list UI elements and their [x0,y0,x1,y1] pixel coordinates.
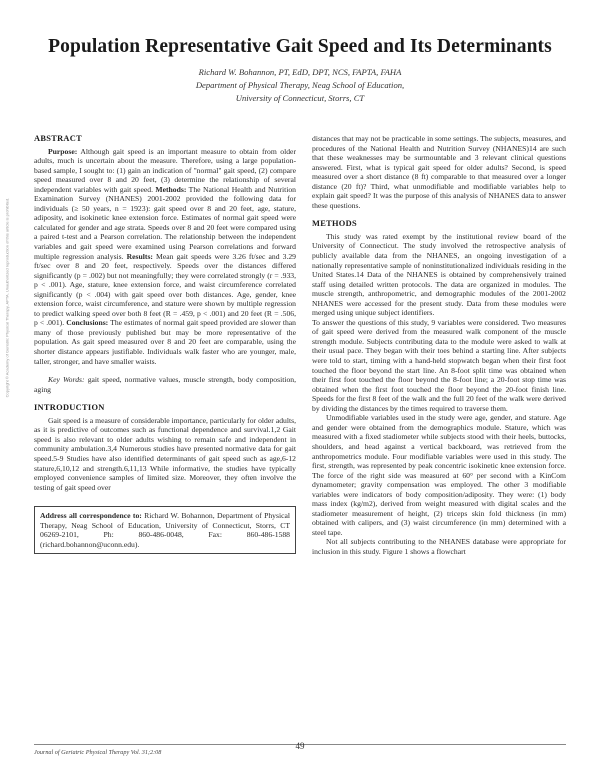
correspondence-box [34,506,296,554]
author-name: Richard W. Bohannon, PT, EdD, DPT, NCS, FAPTA, FAHA [198,67,402,77]
affiliation-line-1: Department of Physical Therapy, Neag School of Education, [195,80,405,90]
keywords-label: Key Words: [48,375,85,385]
copyright-sidebar [3,150,12,440]
results-text: Mean gait speeds were 3.26 ft/sec and 3.29 ft/sec over 8 and 20 feet, respectively. Speeds over the distances differed significantly (p = .002) but not meaningfully; they were correlated strongly (r = .933, p < .001). Age, stature, knee extension force, and waist circumference correlated significantly (p < .004) with gait speed over both distances. Age, gender, knee extension force, waist circumference, and stature were shown by multiple regression to predict walking speed over both 8 feet (R = .459, p < .001) and 20 feet (R = .506, p < .001). [34,251,297,328]
conclusions-label: Conclusions: [66,318,109,328]
methods-label: Methods: [155,184,187,194]
methods-paragraph-1: This study was rated exempt by the institutional review board of the University of Connecticut. The study involved the retrospective analysis of publicly available data from the NHANES, an ongoing investigation of a nationally representative sample of noninstitutionalized individuals residing in the United States.14 Data of the NHANES is obtained by comprehensively trained staff using detailed written protocols. The data are organized in modules. The muscle strength, anthropometric, and demographic modules of the 2001-2002 NHANES were accessed for the present study. Data from these modules were merged using unique subject identifiers. [312,231,566,318]
introduction-heading: INTRODUCTION [34,403,105,413]
methods-paragraph-2: To answer the questions of this study, 9 variables were considered. Two measures of gait speed were derived from the measured walk component of the muscle strength module. Subjects contributing data to the module were asked to walk at their usual pace. They began with their toes behind a starting line. After subjects were told to start, timing with a hand-held stopwatch began when their first foot touched the floor beyond the start line. An 8-foot split time was obtained when their first foot touched the floor beyond the 8-foot line; a 20-foot stop time was obtained when the first foot touched the floor beyond the 20-foot finish line. Speeds for the first 8 feet of the walk and the full 20 feet of the walk were derived by dividing the distances by the times required to traverse them. [312,317,566,413]
sidebar-text: Copyright © Academy of Geriatric Physical Therapy, APTA. Unauthorized reproduction of this article is prohibited. [4,197,10,398]
author-block [0,66,600,105]
purpose-label: Purpose: [48,146,78,156]
page-number: 49 [295,741,305,751]
introduction-continued: distances that may not be practicable in some settings. The subjects, measures, and procedures of the National Health and Nutrition Survey (NHANES)14 are such that these weaknesses may be surmountable and 3 relevant clinical questions answered. First, what is typical gait speed for older adults? Second, is speed measured over a short distance (8 ft) comparable to that measured over a longer distance (20 ft)? Third, what unmodifiable and modifiable variables help to explain gait speed? It was the purpose of this analysis of NHANES data to answer these questions. [312,134,566,210]
methods-paragraph-3: Unmodifiable variables used in the study were age, gender, and stature. Age and gender were obtained from the demographics module. Stature, which was measured with a fixed stadiometer while subjects stood with their heels, buttocks, shoulders, and head against a vertical backboard, was retrieved from the anthropometrics module. Four modifiable variables were used in this study. The first, strength, was represented by peak concentric isokinetic knee extension force. The force of the right side was measured at 60° per second with a KinCom dynamometer; gravity compensation was employed. The other 3 modifiable variables were indicators of body composition/adiposity. They were: (1) body mass index (kg/m2), derived from weight measured with digital scales and the stadiometer measurement of height, (2) triceps skin fold thickness (in mm) obtained with calipers, and (3) waist circumference (in mm) determined with a steel tape. [312,413,566,537]
introduction-paragraph: Gait speed is a measure of considerable importance, particularly for older adults, as it is predictive of outcomes such as functional dependence and survival.1,2 Gait speed is also relevant to older adults wishing to remain safe and independent in community ambulation.3,4 Numerous studies have presented normative data for gait speed.5-9 Studies have also identified determinants of gait speed such as age,6-12 stature,6,10,12 and strength.6,11,13 While informative, the studies have typically employed convenience samples of limited size. Moreover, they often involve the testing of gait speed over [34,415,296,492]
abstract-heading: ABSTRACT [34,134,83,143]
affiliation-line-2: University of Connecticut, Storrs, CT [235,93,365,103]
right-column [312,134,566,557]
correspondence-text: Richard W. Bohannon, Department of Physical Therapy, Neag School of Education, University of Connecticut, Storrs, CT 06269-2101, Ph: 860-486-0048, Fax: 860-486-1588 (richard.bohannon@uconn.edu). [40,511,290,549]
correspondence-label: Address all correspondence to: [40,511,142,521]
results-label: Results: [126,251,153,261]
methods-heading: METHODS [312,219,357,229]
methods-paragraph-4: Not all subjects contributing to the NHANES database were appropriate for inclusion in this study. Figure 1 shows a flowchart [312,537,566,556]
abstract-paragraph [34,147,296,367]
article-title: Population Representative Gait Speed and Its Determinants [48,36,552,57]
keywords [34,375,296,394]
journal-citation: Journal of Geriatric Physical Therapy Vol. 31;2:08 [34,749,162,756]
purpose-text: Although gait speed is an important measure to obtain from older adults, much is uncertain about the measure. Therefore, using a large population-based sample, I sought to: (1) gain an indication of "normal" gait speed, (2) compare speed measured over 8 and 20 feet, (3) determine the relationship of several independent variables with gait speed. [34,146,296,194]
left-column [34,134,296,554]
keywords-text: gait speed, normative values, muscle strength, body composition, aging [34,375,296,394]
conclusions-text: The estimates of normal gait speed provided are slower than many of those previously published but may be more representative of the population. As gait speed measured over 8 and 20 feet are comparable, using the shorter distance appears justifiable. Individuals walk faster who are younger, male, taller, stronger, and have smaller waists. [34,318,297,366]
methods-text: The National Health and Nutrition Examination Survey (NHANES) 2001-2002 provided the following data for individuals (≥ 50 years, n = 1923): gait speed over 8 and 20 feet, age, stature, adiposity, and isokinetic knee extension force. Estimates of normal gait speed were calculated for gender and age strata. Speeds over 8 and 20 feet were compared using a paired t-test and a Pearson correlation. The relationship between the independent variables and gait speed were examined using Pearson correlations and forward multiple regression analysis. [34,184,296,261]
